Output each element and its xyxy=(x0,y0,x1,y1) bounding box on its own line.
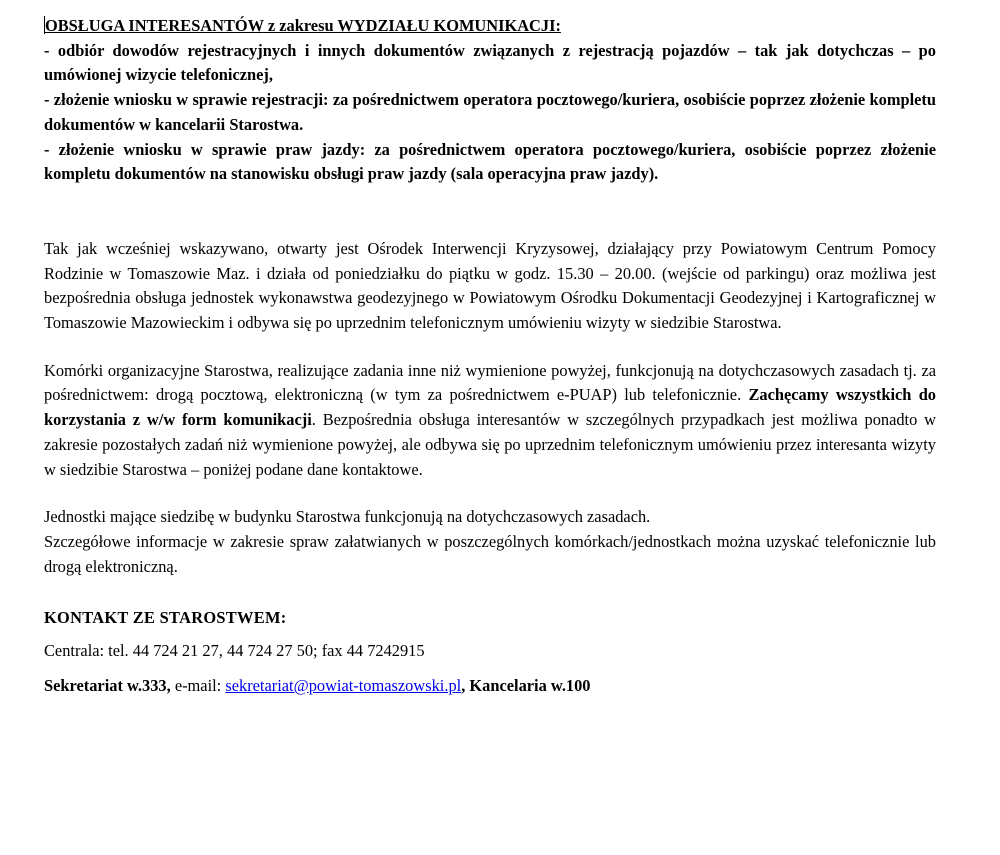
paragraph-departments-part-2: . Bezpośrednia obsługa interesantów w szczególnych przypadkach jest możliwa ponadto w zakresie pozostałych zadań niż wymienione powyżej, ale odbywa się po uprzednim telefonicznym umówieniu przez interesanta wizyty w siedzibie Starostwa – poniżej podane dane kontaktowe. xyxy=(44,410,936,479)
spacer xyxy=(44,482,936,505)
bold-list-item-3: - złożenie wniosku w sprawie praw jazdy: za pośrednictwem operatora pocztowego/kuriera, osobiście poprzez złożenie kompletu dokumentów na stanowisku obsługi praw jazdy (sala operacyjna praw jazdy). xyxy=(44,139,936,184)
contact-title: KONTAKT ZE STAROSTWEM: xyxy=(44,608,287,628)
separator: , xyxy=(461,675,470,695)
section-heading xyxy=(44,14,936,39)
heading-part-1: OBSŁUGA INTERESANTÓW xyxy=(45,16,264,35)
spacer xyxy=(44,579,936,606)
paragraph-crisis-center: Tak jak wcześniej wskazywano, otwarty jest Ośrodek Interwencji Kryzysowej, działający przy Powiatowym Centrum Pomocy Rodzinie w Tomaszowie Maz. i działa od poniedziałku do piątku w godz. 15.30 – 20.00. (wejście od parkingu) oraz możliwa jest bezpośrednia obsługa jednostek wykonawstwa geodezyjnego w Powiatowym Ośrodku Dokumentacji Geodezyjnej i Kartograficznej w Tomaszowie Mazowieckim i odbywa się po uprzednim telefonicznym umówieniu wizyty w siedzibie Starostwa. xyxy=(44,238,936,333)
paragraph-units-line-1: Jednostki mające siedzibę w budynku Starostwa funkcjonują na dotychczasowych zasadach. xyxy=(44,507,651,527)
heading-part-2: z zakresu xyxy=(263,16,338,35)
email-link[interactable]: sekretariat@powiat-tomaszowski.pl xyxy=(225,675,462,695)
office-label: Kancelaria w.100 xyxy=(469,675,591,695)
contact-central: Centrala: tel. 44 724 21 27, 44 724 27 50; fax 44 7242915 xyxy=(44,641,425,661)
contact-secretariat-line xyxy=(44,674,936,699)
heading-part-3: WYDZIAŁU KOMUNIKACJI: xyxy=(337,16,561,35)
bold-list-item-1: - odbiór dowodów rejestracyjnych i innych dokumentów związanych z rejestracją pojazdów – tak jak dotychczas – po umówionej wizycie telefonicznej, xyxy=(44,40,936,85)
spacer xyxy=(44,187,936,237)
spacer xyxy=(44,336,936,359)
email-label: e-mail: xyxy=(170,675,226,695)
paragraph-units-line-2: Szczegółowe informacje w zakresie spraw załatwianych w poszczególnych komórkach/jednostkach można uzyskać telefonicznie lub drogą elektroniczną. xyxy=(44,531,936,576)
paragraph-departments xyxy=(44,359,936,483)
paragraph-departments-emphasis: Zachęcamy wszystkich do korzystania z w/w form komunikacji xyxy=(44,385,937,430)
bold-list-item-2: - złożenie wniosku w sprawie rejestracji: za pośrednictwem operatora pocztowego/kuriera, osobiście poprzez złożenie kompletu dokumentów w kancelarii Starostwa. xyxy=(44,90,936,134)
secretariat-label: Sekretariat w.333, xyxy=(44,675,171,695)
paragraph-departments-part-1: Komórki organizacyjne Starostwa, realizujące zadania inne niż wymienione powyżej, funkcjonują na dotychczasowych zasadach tj. za pośrednictwem: drogą pocztową, elektroniczną (w tym za pośrednictwem e-PUAP) lub telefonicznie. xyxy=(44,360,936,405)
